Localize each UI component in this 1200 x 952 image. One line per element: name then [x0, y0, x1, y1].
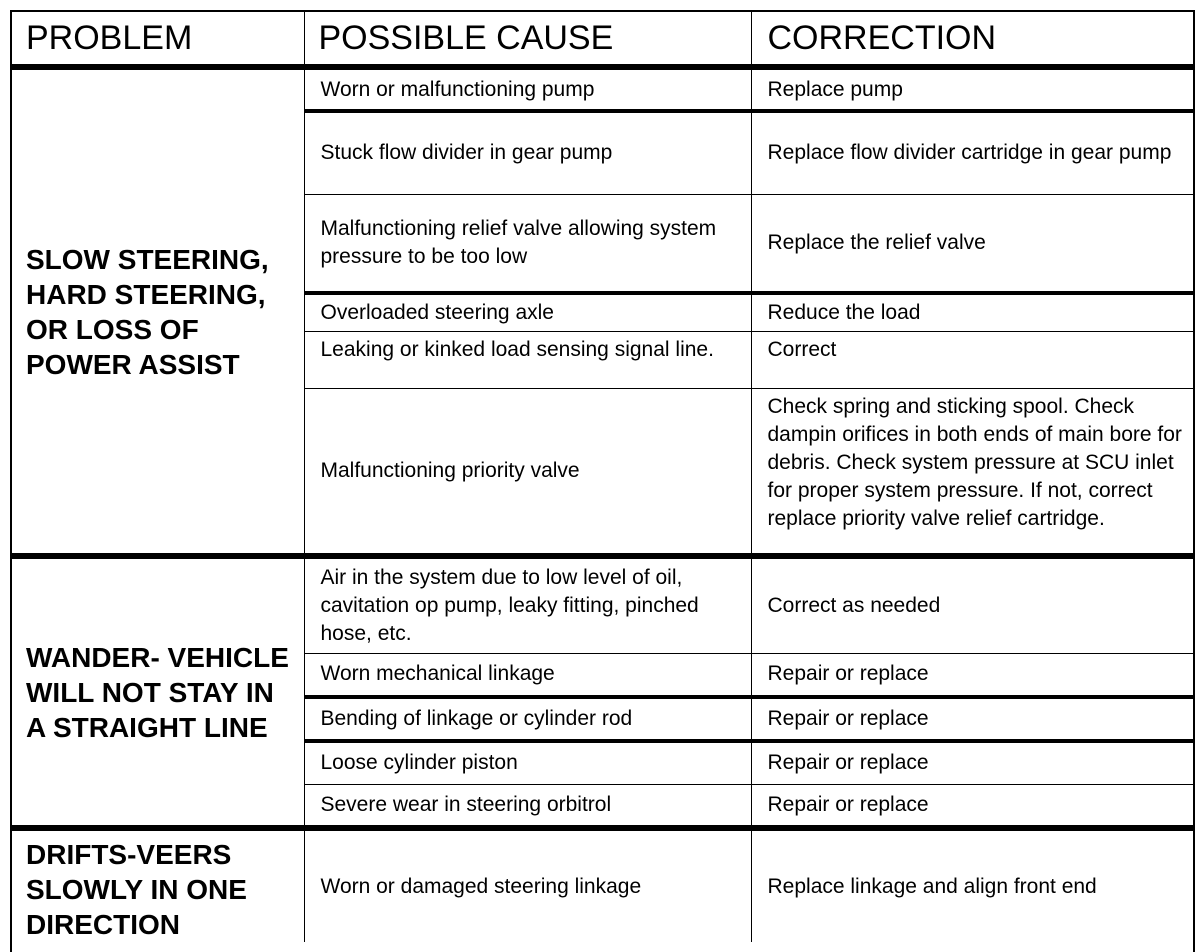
table-row: [12, 828, 1193, 942]
table-row: [12, 556, 1193, 653]
cause-cell: Air in the system due to low level of oil, cavitation op pump, leaky fitting, pinched hose, etc.: [304, 556, 751, 653]
problem-cell: WANDER- VEHICLE WILL NOT STAY IN A STRAIGHT LINE: [12, 556, 304, 828]
cause-cell: Overloaded steering axle: [304, 293, 751, 331]
correction-cell: Repair or replace: [751, 741, 1193, 784]
cause-cell: Worn mechanical linkage: [304, 653, 751, 697]
table-row: [12, 67, 1193, 111]
header-problem: PROBLEM: [12, 12, 304, 67]
correction-cell: Replace linkage and align front end: [767, 874, 1097, 898]
header-possible-cause: POSSIBLE CAUSE: [304, 12, 751, 67]
correction-cell: Correct as needed: [751, 556, 1193, 653]
correction-cell: Repair or replace: [751, 784, 1193, 828]
cause-cell: Worn or damaged steering linkage: [304, 828, 751, 942]
cause-cell: Malfunctioning priority valve: [304, 388, 751, 556]
troubleshooting-table: [10, 10, 1195, 952]
correction-cell: Reduce the load: [751, 293, 1193, 331]
correction-cell: Replace flow divider cartridge in gear pump: [751, 111, 1193, 194]
problem-cell: SLOW STEERING, HARD STEERING, OR LOSS OF POWER ASSIST: [12, 67, 304, 556]
correction-cell: Replace pump: [751, 67, 1193, 111]
cause-cell: Worn or malfunctioning pump: [304, 67, 751, 111]
correction-cell: Correct: [751, 331, 1193, 388]
troubleshooting-grid: [12, 12, 1193, 942]
header-row: [12, 12, 1193, 67]
cause-cell: Loose cylinder piston: [304, 741, 751, 784]
correction-cell: Check spring and sticking spool. Check dampin orifices in both ends of main bore for debris. Check system pressure at SCU inlet for proper system pressure. If not, correct replace priority valve relief cartridge.: [751, 388, 1193, 556]
correction-cell: Repair or replace: [751, 697, 1193, 741]
correction-cell: Replace the relief valve: [751, 194, 1193, 293]
cause-cell: Severe wear in steering orbitrol: [304, 784, 751, 828]
cause-cell: Malfunctioning relief valve allowing system pressure to be too low: [304, 194, 751, 293]
correction-cell: Repair or replace: [751, 653, 1193, 697]
problem-cell: DRIFTS-VEERS SLOWLY IN ONE DIRECTION: [12, 828, 304, 942]
cause-cell: Bending of linkage or cylinder rod: [304, 697, 751, 741]
header-correction: CORRECTION: [751, 12, 1193, 67]
cause-cell: Stuck flow divider in gear pump: [304, 111, 751, 194]
cause-cell: Leaking or kinked load sensing signal line.: [304, 331, 751, 388]
